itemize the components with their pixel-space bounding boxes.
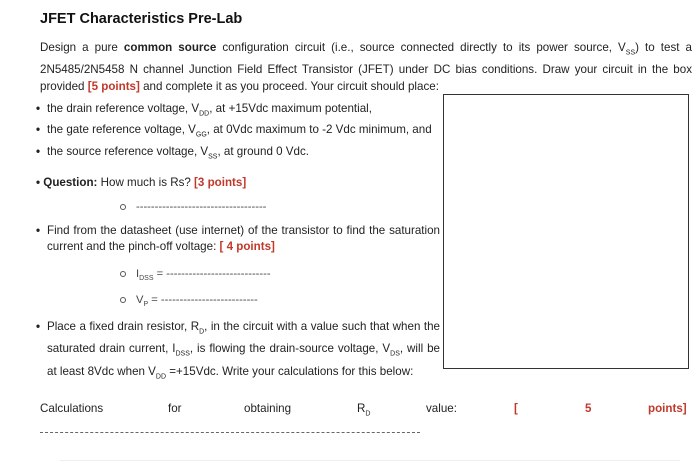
variable: V bbox=[136, 294, 144, 306]
bullet-icon: • bbox=[36, 123, 41, 137]
circle-bullet-icon bbox=[120, 204, 126, 210]
intro-text: and complete it as you proceed. Your circuit should place: bbox=[139, 80, 439, 94]
list-item bbox=[36, 318, 440, 385]
subscript: DS bbox=[390, 350, 400, 358]
circle-bullet-icon bbox=[120, 297, 126, 303]
question-label: Question: bbox=[43, 176, 98, 189]
subscript: DSS bbox=[139, 275, 154, 283]
item-text: Find from the datasheet (use internet) of the transistor to find the saturation current and the pinch-off voltage: bbox=[47, 224, 440, 253]
drain-resistor-item bbox=[36, 318, 440, 385]
list-item bbox=[36, 144, 440, 165]
item-text: , at +15Vdc maximum potential, bbox=[209, 102, 372, 115]
points-label: [3 points] bbox=[194, 176, 247, 189]
intro-emphasis: common source bbox=[123, 41, 217, 54]
idss-answer-line[interactable] bbox=[120, 268, 271, 282]
divider bbox=[60, 460, 680, 461]
requirements-list bbox=[36, 101, 440, 165]
item-text: the gate reference voltage, V bbox=[47, 123, 196, 137]
item-text: the drain reference voltage, V bbox=[47, 102, 200, 115]
list-item bbox=[36, 122, 440, 143]
points-label: points] bbox=[648, 402, 687, 415]
item-text: , at 0Vdc maximum to -2 Vdc minimum, and bbox=[206, 123, 432, 137]
subscript: DD bbox=[155, 372, 167, 380]
item-text: , in the circuit with a value such that when the saturated drain current, I bbox=[47, 320, 440, 356]
equals: = bbox=[153, 268, 167, 280]
calc-word: Calculations bbox=[40, 402, 104, 415]
variable: I bbox=[136, 268, 140, 280]
calculation-answer-line[interactable] bbox=[40, 432, 420, 433]
datasheet-item bbox=[36, 223, 440, 255]
intro-paragraph bbox=[40, 39, 692, 95]
calc-word: value: bbox=[426, 402, 457, 415]
intro-text: Design a pure bbox=[40, 41, 124, 54]
question-text: How much is Rs? bbox=[97, 176, 195, 189]
subscript: DSS bbox=[175, 350, 190, 358]
rs-answer-line[interactable] bbox=[120, 201, 266, 213]
item-text: , at ground 0 Vdc. bbox=[217, 144, 309, 158]
points-label: [ 4 points] bbox=[219, 240, 275, 253]
subscript: DD bbox=[199, 110, 210, 118]
subscript: SS bbox=[208, 152, 218, 160]
bullet-icon: • bbox=[36, 320, 41, 333]
bullet-icon: • bbox=[36, 224, 41, 237]
list-item bbox=[36, 223, 440, 255]
list-item bbox=[36, 101, 440, 122]
item-text: the source reference voltage, V bbox=[47, 144, 209, 158]
intro-text: configuration circuit (i.e., source connected directly to its power source, V bbox=[216, 41, 626, 54]
points-label: [5 points] bbox=[87, 80, 140, 94]
subscript: GG bbox=[195, 131, 207, 139]
vp-answer-line[interactable] bbox=[120, 294, 258, 308]
answer-blank: ---------------------------- bbox=[166, 268, 271, 280]
variable: R bbox=[357, 402, 366, 415]
equals: = bbox=[148, 294, 161, 306]
page-title: JFET Characteristics Pre-Lab bbox=[40, 11, 243, 27]
bullet-icon: • bbox=[36, 144, 41, 158]
subscript: P bbox=[143, 301, 149, 309]
answer-blank: ----------------------------------- bbox=[136, 201, 267, 213]
calc-rd bbox=[357, 402, 370, 417]
points-bracket: [ bbox=[514, 402, 518, 415]
calc-word: obtaining bbox=[244, 402, 292, 415]
circuit-drawing-box[interactable] bbox=[443, 94, 689, 369]
item-text: , is flowing the drain-source voltage, V bbox=[189, 342, 391, 356]
item-text: =+15Vdc. Write your calculations for this below: bbox=[166, 364, 414, 378]
calc-word: for bbox=[168, 402, 182, 415]
subscript: D bbox=[199, 328, 205, 336]
item-text: , will be at least 8Vdc when V bbox=[47, 342, 440, 378]
points-value: 5 bbox=[585, 402, 592, 415]
bullet-icon: • bbox=[36, 176, 41, 189]
subscript: SS bbox=[625, 49, 636, 57]
answer-blank: -------------------------- bbox=[160, 294, 258, 306]
question-rs bbox=[36, 176, 246, 189]
bullet-icon: • bbox=[36, 102, 41, 115]
subscript: D bbox=[365, 410, 371, 418]
item-text: Place a fixed drain resistor, R bbox=[47, 320, 200, 333]
intro-text: ) to test a 2N5485/2N5458 N channel Junction Field Effect Transistor (JFET) under DC bias conditions. Draw your circuit in the box provided bbox=[40, 41, 692, 94]
circle-bullet-icon bbox=[120, 271, 126, 277]
